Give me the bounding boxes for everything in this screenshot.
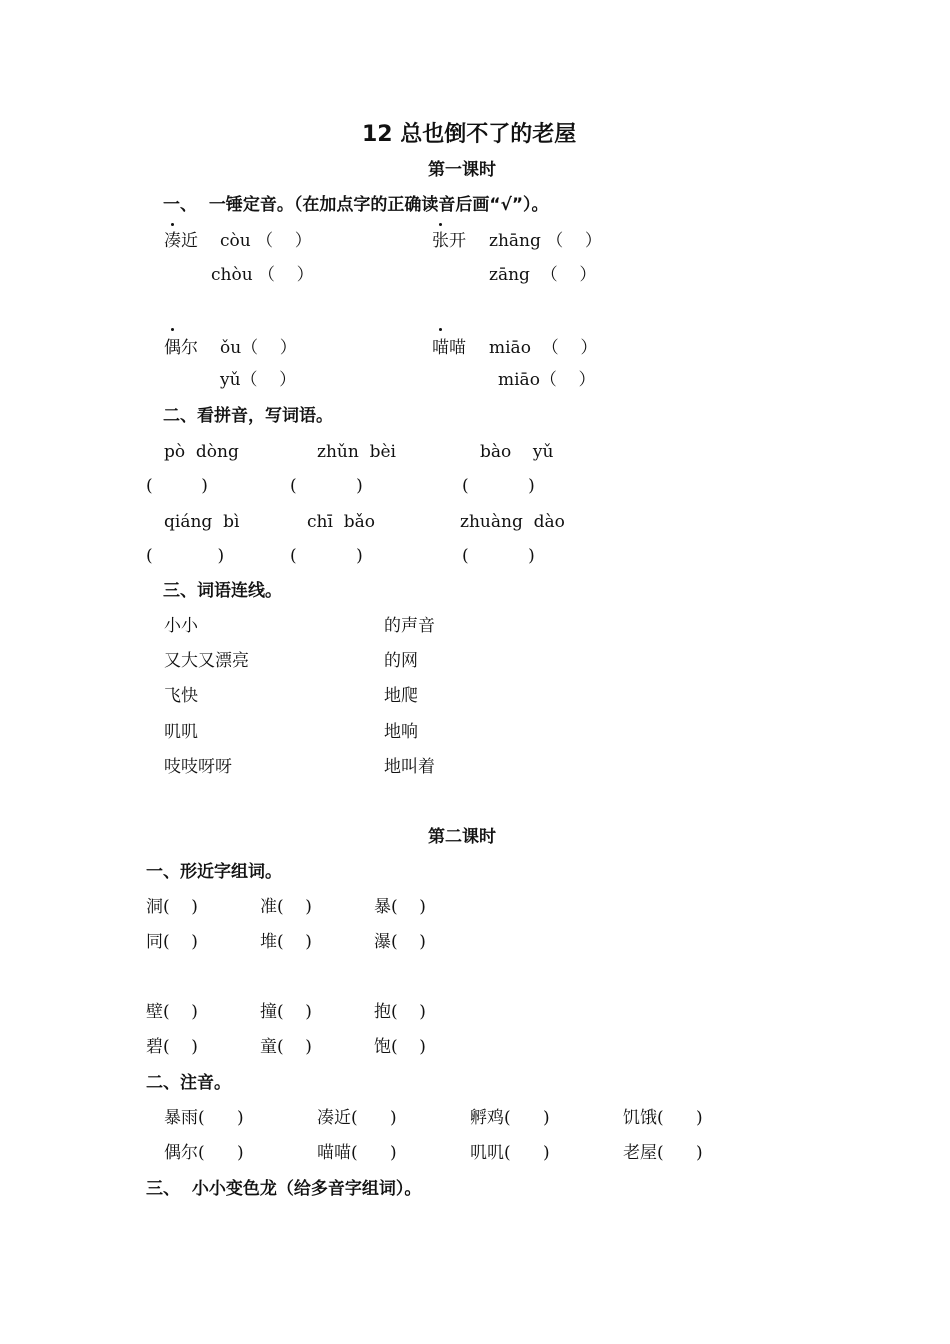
char-blank[interactable]: 童( ) [260,1037,312,1057]
pinyin-prompt: zhǔn bèi [317,442,396,462]
l1-q1-title: 一、 一锤定音。（在加点字的正确读音后画“√”）。 [163,195,549,215]
l2-q1-title: 一、形近字组词。 [146,862,282,882]
l1-q3-title: 三、词语连线。 [163,581,282,601]
char-blank[interactable]: 碧( ) [146,1037,198,1057]
char-blank[interactable]: 准( ) [260,897,312,917]
answer-blank[interactable]: ( ) [146,546,225,566]
emphasis-dot [439,328,442,331]
emphasis-dot [171,328,174,331]
answer-blank[interactable]: ( ) [146,476,208,496]
l1-q2-title: 二、看拼音，写词语。 [163,406,333,426]
l1-q1-word: 喵喵 [432,338,466,358]
char-blank[interactable]: 堆( ) [260,932,312,952]
l1-q1-word: 凑近 [164,231,198,251]
match-left-item[interactable]: 吱吱呀呀 [164,757,232,777]
match-left-item[interactable]: 飞快 [164,686,198,706]
pinyin-blank[interactable]: 凑近( ) [317,1108,397,1128]
pinyin-blank[interactable]: 暴雨( ) [164,1108,244,1128]
page-title: 12 总也倒不了的老屋 [362,122,577,147]
char-blank[interactable]: 撞( ) [260,1002,312,1022]
pinyin-prompt: chī bǎo [307,512,375,532]
pinyin-prompt: zhuàng dào [460,512,565,532]
lesson1-heading: 第一课时 [428,160,496,180]
l1-q1-reading: miāo（ ） [498,370,596,390]
l1-q1-reading: miāo （ ） [489,338,598,358]
pinyin-prompt: bào yǔ [480,442,554,462]
l1-q1-reading: yǔ（ ） [220,370,297,390]
char-blank[interactable]: 暴( ) [374,897,426,917]
match-left-item[interactable]: 小小 [164,616,198,636]
l1-q1-reading: zāng （ ） [489,265,597,285]
char-blank[interactable]: 壁( ) [146,1002,198,1022]
pinyin-prompt: qiáng bì [164,512,240,532]
l1-q1-reading: chòu （ ） [211,265,314,285]
char-blank[interactable]: 洞( ) [146,897,198,917]
match-right-item[interactable]: 的网 [384,651,418,671]
answer-blank[interactable]: ( ) [462,476,535,496]
match-right-item[interactable]: 地响 [384,722,418,742]
char-blank[interactable]: 同( ) [146,932,198,952]
char-blank[interactable]: 饱( ) [374,1037,426,1057]
pinyin-blank[interactable]: 饥饿( ) [623,1108,703,1128]
pinyin-prompt: pò dòng [164,442,239,462]
emphasis-dot [171,223,174,226]
pinyin-blank[interactable]: 偶尔( ) [164,1143,244,1163]
l1-q1-word: 偶尔 [164,338,198,358]
emphasis-dot [439,223,442,226]
l1-q1-word: 张开 [432,231,466,251]
match-right-item[interactable]: 的声音 [384,616,435,636]
l1-q1-reading: ǒu（ ） [220,338,297,358]
lesson2-heading: 第二课时 [428,827,496,847]
match-right-item[interactable]: 地叫着 [384,757,435,777]
l2-q3-title: 三、 小小变色龙（给多音字组词）。 [146,1179,422,1199]
l1-q1-reading: zhāng （ ） [489,231,602,251]
l2-q2-title: 二、注音。 [146,1073,231,1093]
match-right-item[interactable]: 地爬 [384,686,418,706]
answer-blank[interactable]: ( ) [290,546,363,566]
pinyin-blank[interactable]: 喵喵( ) [317,1143,397,1163]
answer-blank[interactable]: ( ) [462,546,535,566]
char-blank[interactable]: 瀑( ) [374,932,426,952]
pinyin-blank[interactable]: 孵鸡( ) [470,1108,550,1128]
answer-blank[interactable]: ( ) [290,476,363,496]
pinyin-blank[interactable]: 叽叽( ) [470,1143,550,1163]
match-left-item[interactable]: 叽叽 [164,722,198,742]
pinyin-blank[interactable]: 老屋( ) [623,1143,703,1163]
char-blank[interactable]: 抱( ) [374,1002,426,1022]
l1-q1-reading: còu （ ） [220,231,312,251]
match-left-item[interactable]: 又大又漂亮 [164,651,249,671]
